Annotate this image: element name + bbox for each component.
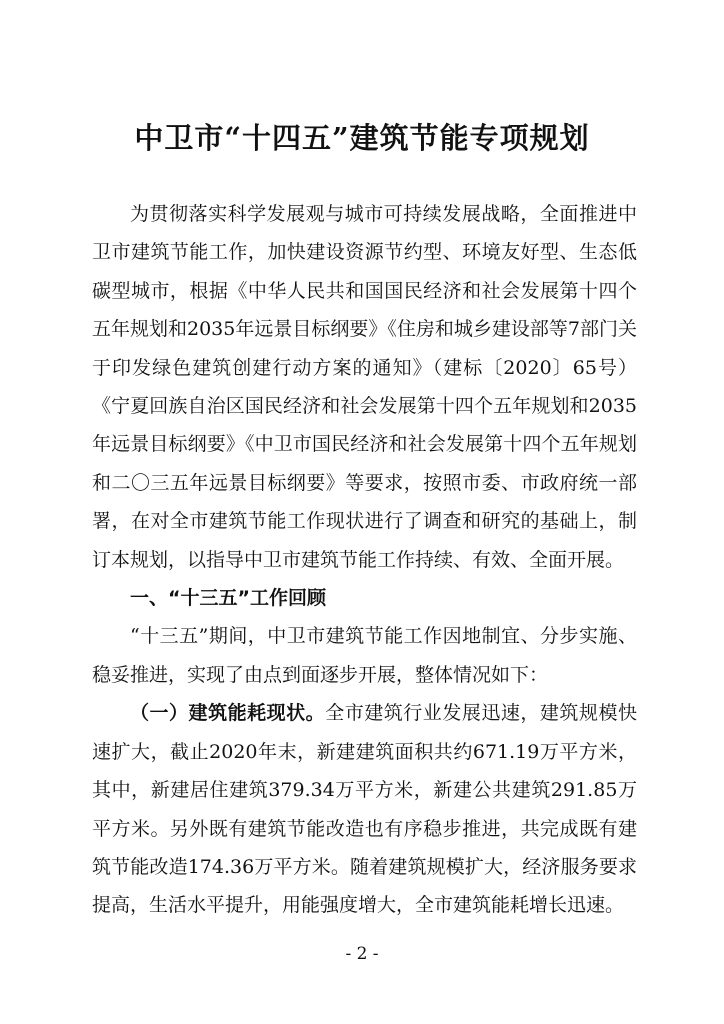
intro-paragraph: 为贯彻落实科学发展观与城市可持续发展战略，全面推进中卫市建筑节能工作，加快建设资源节约型、环境友好型、生态低碳型城市，根据《中华人民共和国国民经济和社会发展第十四个五年规划和2035年远景目标纲要》《住房和城乡建设部等7部门关于印发绿色建筑创建行动方案的通知》（建标〔2020〕65号）《宁夏回族自治区国民经济和社会发展第十四个五年规划和2035年远景目标纲要》《中卫市国民经济和社会发展第十四个五年规划和二〇三五年远景目标纲要》等要求，按照市委、市政府统一部署，在对全市建筑节能工作现状进行了调查和研究的基础上，制订本规划，以指导中卫市建筑节能工作持续、有效、全面开展。 xyxy=(92,203,637,571)
page-number: - 2 - xyxy=(345,944,379,964)
section-intro-paragraph: “十三五”期间，中卫市建筑节能工作因地制宜、分步实施、稳妥推进，实现了由点到面逐步开展，整体情况如下： xyxy=(92,625,637,686)
subsection-text: 全市建筑行业发展迅速，建筑规模快速扩大，截止2020年末，新建建筑面积共约671.19万平方米，其中，新建居住建筑379.34万平方米，新建公共建筑291.85万平方米。另外既有建筑节能改造也有序稳步推进，共完成既有建筑节能改造174.36万平方米。随着建筑规模扩大，经济服务要求提高，生活水平提升，用能强度增大，全市建筑能耗增长迅速。 xyxy=(92,702,637,917)
subsection-paragraph xyxy=(92,694,637,924)
document-body xyxy=(92,195,637,925)
document-title: 中卫市“十四五”建筑节能专项规划 xyxy=(134,121,590,155)
section-heading: 一、“十三五”工作回顾 xyxy=(130,587,326,610)
subsection-lead: （一）建筑能耗现状。 xyxy=(130,702,326,725)
